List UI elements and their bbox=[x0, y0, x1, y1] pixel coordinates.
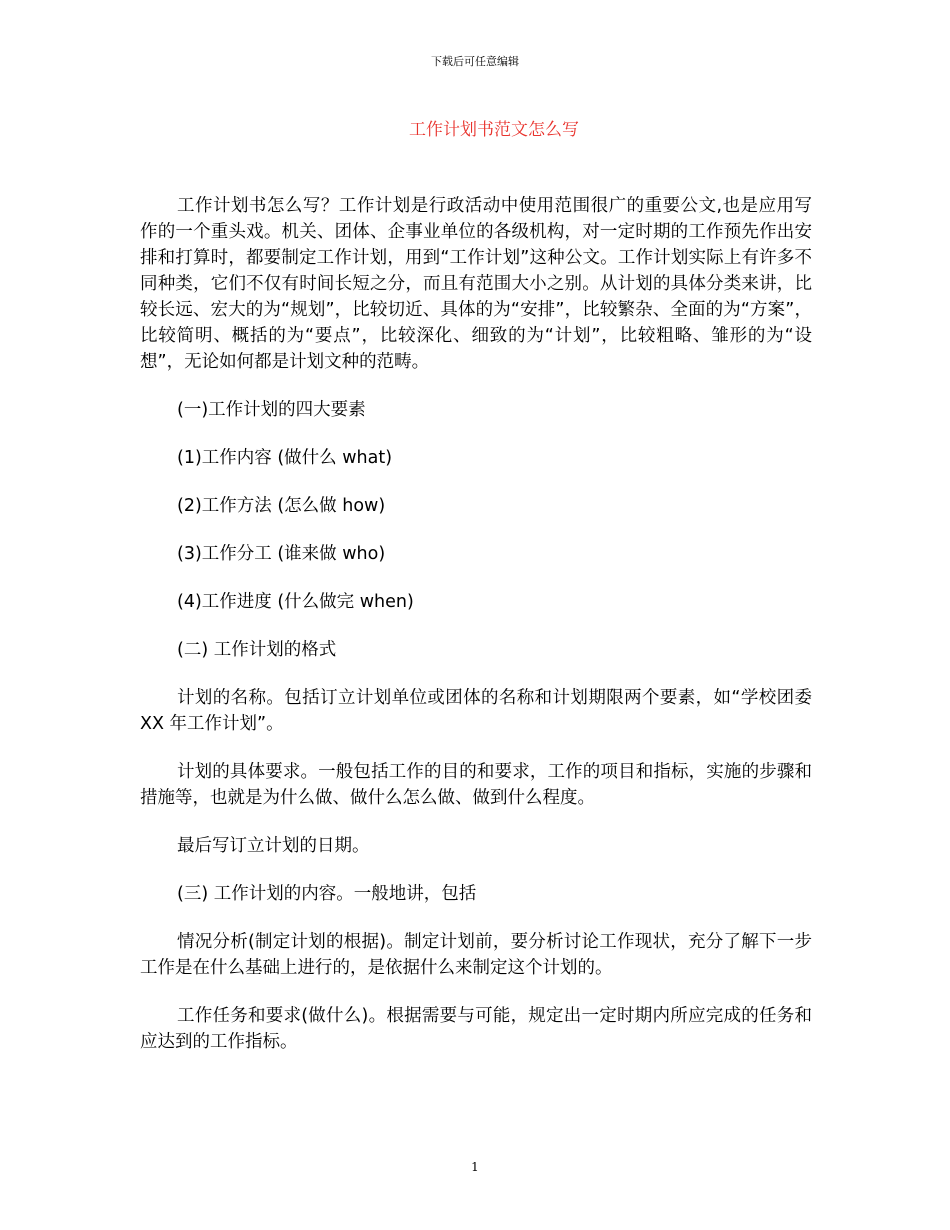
body-paragraph: 计划的名称。包括订立计划单位或团体的名称和计划期限两个要素，如“学校团委 XX 年工作计划”。 bbox=[140, 688, 812, 734]
list-item: (3)工作分工 (谁来做 who) bbox=[177, 544, 386, 564]
intro-paragraph: 工作计划书怎么写？工作计划是行政活动中使用范围很广的重要公文,也是应用写作的一个重头戏。机关、团体、企事业单位的各级机构，对一定时期的工作预先作出安排和打算时，都要制定工作计划，用到“工作计划”这种公文。工作计划实际上有许多不同种类，它们不仅有时间长短之分，而且有范围大小之别。从计划的具体分类来讲，比较长远、宏大的为“规划”，比较切近、具体的为“安排”，比较繁杂、全面的为“方案”，比较简明、概括的为“要点”，比较深化、细致的为“计划”，比较粗略、雏形的为“设想”，无论如何都是计划文种的范畴。 bbox=[140, 196, 812, 372]
body-paragraph: 情况分析(制定计划的根据)。制定计划前，要分析讨论工作现状，充分了解下一步工作是在什么基础上进行的，是依据什么来制定这个计划的。 bbox=[140, 932, 812, 978]
body-paragraph: 计划的具体要求。一般包括工作的目的和要求，工作的项目和指标，实施的步骤和措施等，也就是为什么做、做什么怎么做、做到什么程度。 bbox=[140, 762, 812, 808]
header-note: 下载后可任意编辑 bbox=[431, 55, 519, 68]
document-title: 工作计划书范文怎么写 bbox=[409, 120, 579, 140]
list-item: (2)工作方法 (怎么做 how) bbox=[177, 496, 386, 516]
list-item: (4)工作进度 (什么做完 when) bbox=[177, 592, 414, 612]
section-heading-format: (二) 工作计划的格式 bbox=[177, 640, 337, 660]
section-heading-elements: (一)工作计划的四大要素 bbox=[177, 400, 366, 420]
body-paragraph: 最后写订立计划的日期。 bbox=[177, 836, 370, 856]
page-number: 1 bbox=[471, 1160, 479, 1174]
list-item: (1)工作内容 (做什么 what) bbox=[177, 448, 393, 468]
document-body bbox=[140, 193, 812, 1077]
body-paragraph: 工作任务和要求(做什么)。根据需要与可能，规定出一定时期内所应完成的任务和应达到的工作指标。 bbox=[140, 1006, 812, 1052]
section-heading-content: (三) 工作计划的内容。一般地讲，包括 bbox=[177, 884, 477, 904]
